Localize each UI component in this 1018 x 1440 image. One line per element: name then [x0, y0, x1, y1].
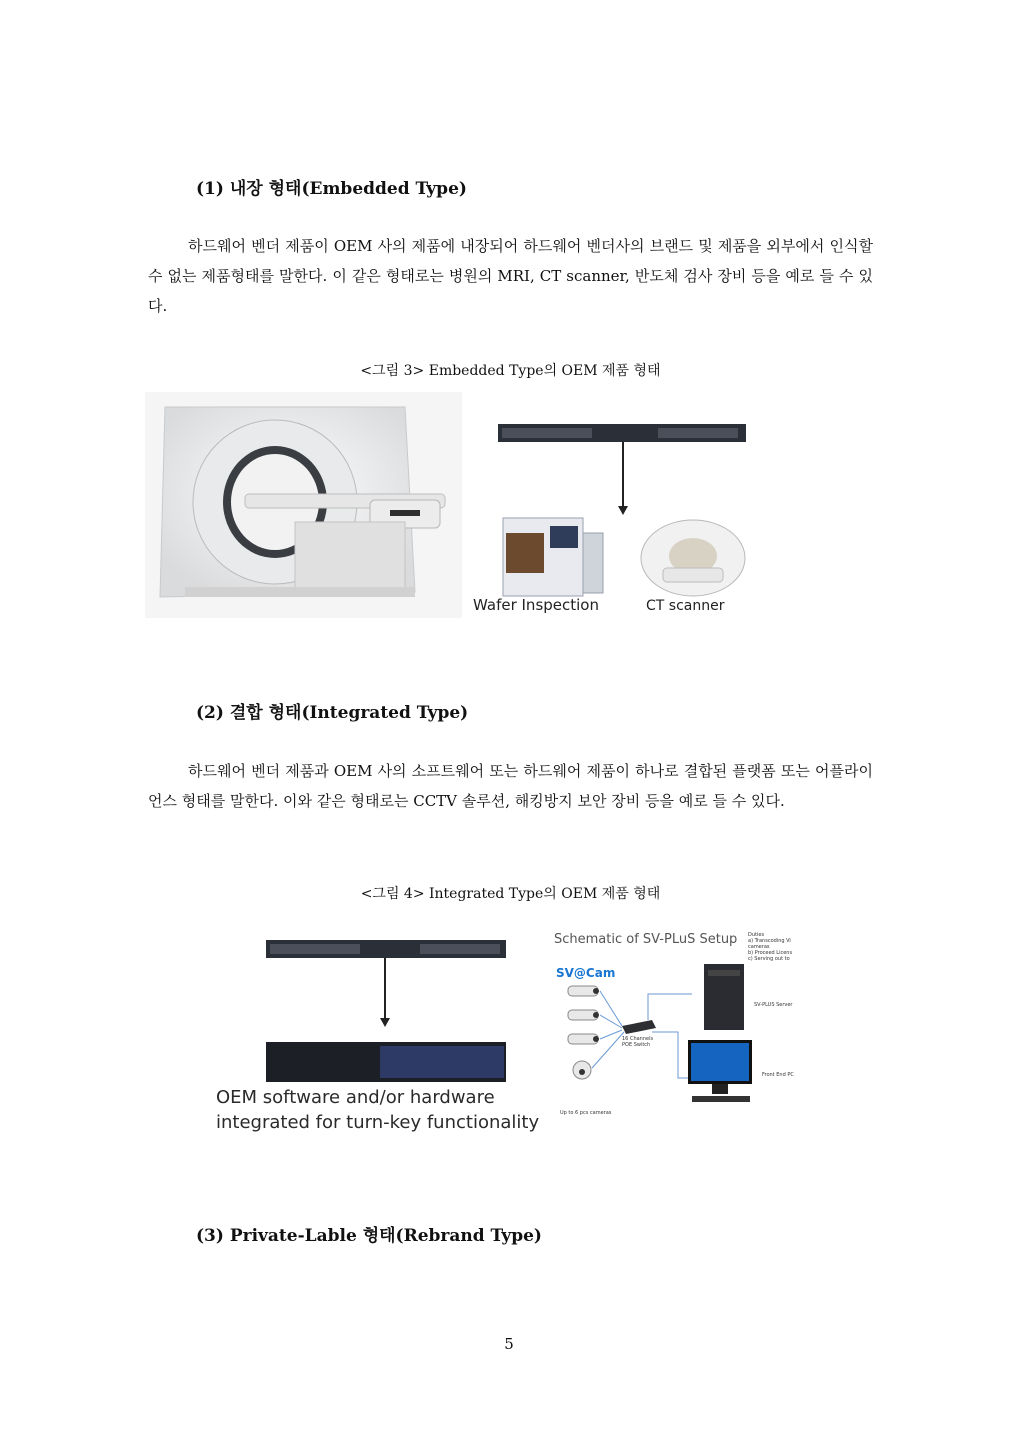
- duty-4: c) Serving out to: [748, 956, 790, 962]
- ct-scanner-label: CT scanner: [646, 598, 725, 614]
- wafer-inspection-label: Wafer Inspection: [473, 596, 599, 614]
- section-1-paragraph: [148, 231, 873, 321]
- duty-3: b) Proceed Licens: [748, 950, 793, 956]
- duties-title: Duties: [748, 932, 765, 938]
- front-end-pc-label: Front End PC: [762, 1072, 794, 1078]
- switch-label-line-1: 16 Channels: [622, 1036, 654, 1042]
- section-1-heading: (1) 내장 형태(Embedded Type): [196, 179, 467, 199]
- section-2-heading: (2) 결합 형태(Integrated Type): [196, 703, 469, 723]
- server-label: SV-PLUS Server: [754, 1002, 793, 1008]
- figure-3-caption: <그림 3> Embedded Type의 OEM 제품 형태: [360, 363, 661, 379]
- sv-plus-schematic: [552, 928, 802, 1128]
- section-2-paragraph: [148, 756, 873, 816]
- cameras-label: Up to 6 pcs cameras: [560, 1110, 612, 1116]
- duty-2: cameras: [748, 944, 770, 950]
- page-number: 5: [504, 1335, 514, 1353]
- figure-4-caption: <그림 4> Integrated Type의 OEM 제품 형태: [360, 886, 661, 902]
- schematic-title: Schematic of SV-PLuS Setup: [554, 932, 738, 947]
- section-3-heading: (3) Private-Lable 형태(Rebrand Type): [196, 1226, 542, 1246]
- switch-label: [622, 1036, 653, 1048]
- integrated-text-line-2: integrated for turn-key functionality: [216, 1112, 540, 1133]
- sv-cam-logo: SV@Cam: [556, 966, 616, 980]
- integrated-diagram: [210, 932, 540, 1142]
- section-1-paragraph-text: 하드웨어 벤더 제품이 OEM 사의 제품에 내장되어 하드웨어 벤더사의 브랜드 및 제품을 외부에서 인식할 수 없는 제품형태를 말한다. 이 같은 형태로는 병원의 MRI, CT scanner, 반도체 검사 장비 등을 예로 들 수 있다.: [148, 237, 873, 315]
- section-2-paragraph-text: 하드웨어 벤더 제품과 OEM 사의 소프트웨어 또는 하드웨어 제품이 하나로 결합된 플랫폼 또는 어플라이언스 형태를 말한다. 이와 같은 형태로는 CCTV 솔루션, 해킹방지 보안 장비 등을 예로 들 수 있다.: [148, 762, 873, 810]
- duty-1: a) Transcoding Vi: [748, 938, 791, 944]
- integrated-text-line-1: OEM software and/or hardware: [216, 1087, 495, 1108]
- mri-scanner-image: [145, 392, 462, 618]
- switch-label-line-2: POE Switch: [622, 1042, 651, 1048]
- embedded-diagram: [468, 418, 768, 620]
